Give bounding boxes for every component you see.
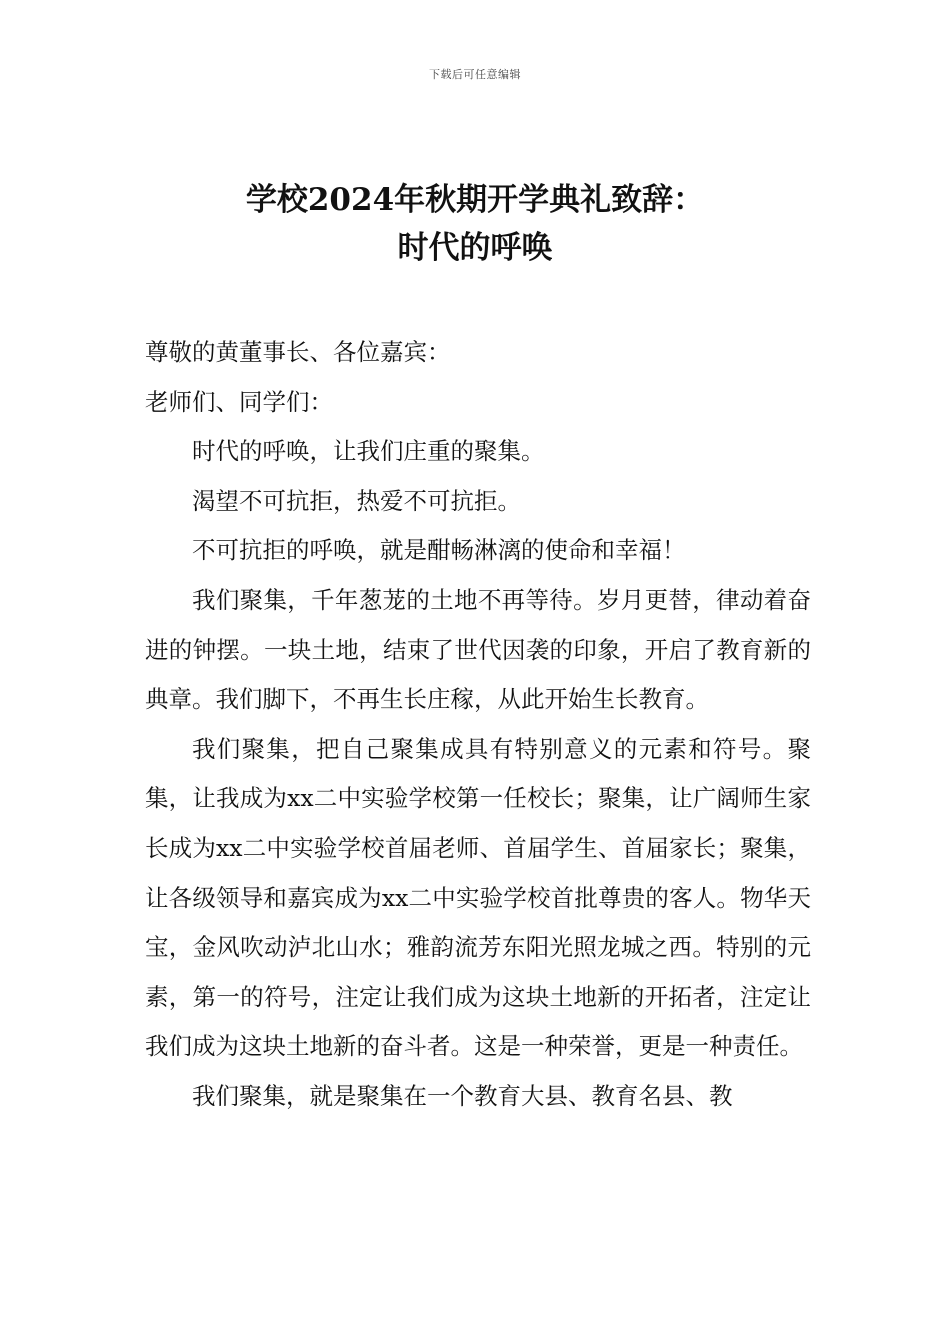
paragraph: 我们聚集，就是聚集在一个教育大县、教育名县、教 (192, 1081, 733, 1110)
salutation-guests: 尊敬的黄董事长、各位嘉宾： (145, 338, 451, 366)
title-line-1: 学校2024年秋期开学典礼致辞： (245, 182, 705, 218)
paragraph: 时代的呼唤，让我们庄重的聚集。 (192, 437, 545, 466)
document-body (145, 328, 811, 1122)
paragraph: 不可抗拒的呼唤，就是酣畅淋漓的使命和幸福！ (192, 536, 686, 565)
document-title (0, 176, 950, 272)
header-note: 下载后可任意编辑 (429, 68, 521, 81)
salutation-teachers-students: 老师们、同学们： (145, 387, 333, 416)
title-line-2: 时代的呼唤 (397, 230, 553, 266)
paragraph: 我们聚集，把自己聚集成具有特别意义的元素和符号。聚集，让我成为xx二中实验学校第一任校长；聚集，让广阔师生家长成为xx二中实验学校首届老师、首届学生、首届家长；聚集，让各级领导和嘉宾成为xx二中实验学校首批尊贵的客人。物华天宝，金风吹动泸北山水；雅韵流芳东阳光照龙城之西。特别的元素，第一的符号，注定让我们成为这块土地新的开拓者，注定让我们成为这块土地新的奋斗者。这是一种荣誉，更是一种责任。 (145, 734, 811, 1061)
paragraph: 渴望不可抗拒，热爱不可抗拒。 (192, 486, 521, 515)
paragraph: 我们聚集，千年葱茏的土地不再等待。岁月更替，律动着奋进的钟摆。一块土地，结束了世代因袭的印象，开启了教育新的典章。我们脚下，不再生长庄稼，从此开始生长教育。 (145, 585, 811, 714)
